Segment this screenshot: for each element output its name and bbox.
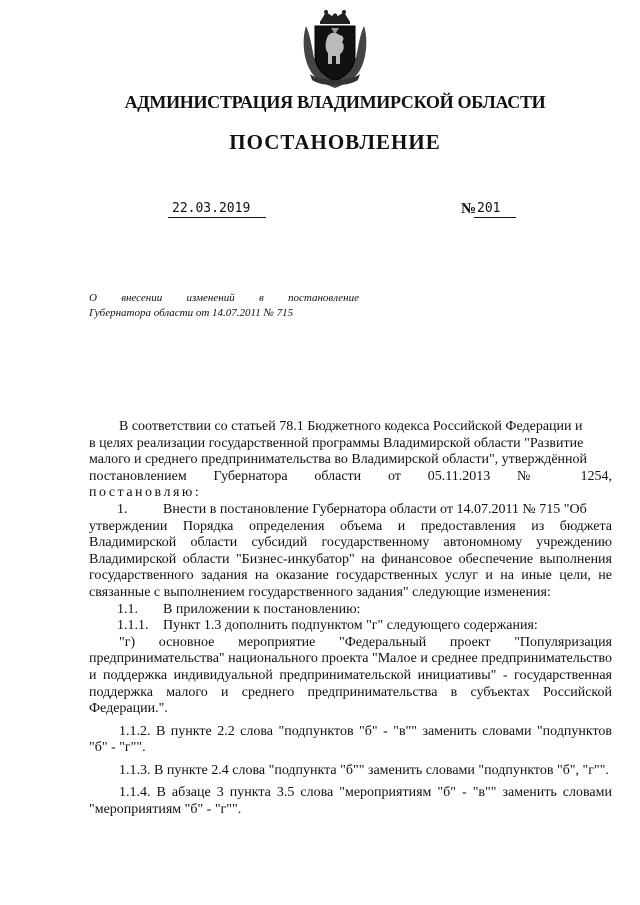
preamble-line: постановлением Губернатора области от 05.11.2013 № 1254, (89, 468, 612, 484)
clause-text: Пункт 1.3 дополнить подпунктом "г" следующего содержания: (163, 618, 538, 634)
subject-line-1 (89, 291, 359, 306)
clause-number: 1.1.1. (117, 618, 149, 634)
clause-number: 1.1. (117, 601, 138, 617)
preamble-line: в целях реализации государственной программы Владимирской области "Развитие (89, 435, 584, 451)
resolve-word: постановляю: (89, 485, 202, 501)
organization-name: АДМИНИСТРАЦИЯ ВЛАДИМИРСКОЙ ОБЛАСТИ (124, 92, 546, 112)
document-body (89, 419, 612, 819)
clause-1-1 (89, 602, 612, 619)
clause-1-text: утверждении Порядка определения объема и предоставления из бюджета Владимирской области субсидий государственному автономному учреждению Владимирской области "Бизнес-инкубатор" на финансовое обеспечение выполнения государственного задания на оказание государственных услуг и на иные цели, не связанные с выполнением государственного задания" следующие изменения: (89, 518, 612, 600)
quoted-subclause: "г) основное мероприятие "Федеральный проект "Популяризация предпринимательства" национального проекта "Малое и среднее предпринимательство и поддержка индивидуальной предпринимательской инициативы" - государственная поддержка малого и среднего предпринимательства в субъектах Российской Федерации.". (89, 634, 612, 717)
clause-1-1-1 (89, 618, 612, 635)
clause-1-first-line (89, 502, 612, 519)
preamble-line: В соответствии со статьей 78.1 Бюджетного кодекса Российской Федерации и (119, 419, 583, 434)
subject-word: в (258, 292, 264, 304)
clause-1-1-2: 1.1.2. В пункте 2.2 слова "подпунктов "б" - "в"" заменить словами "подпунктов "б" - "г"". (89, 723, 612, 756)
subject-word: О (89, 292, 97, 304)
document-type-title: ПОСТАНОВЛЕНИЕ (229, 130, 441, 154)
number-label: № (461, 201, 477, 217)
clause-text: В приложении к постановлению: (163, 601, 361, 617)
document-number: 201 (474, 201, 516, 218)
clause-text: Внести в постановление Губернатора области от 14.07.2011 № 715 "Об (163, 501, 587, 517)
subject-word: внесении (121, 292, 163, 304)
clause-number: 1. (117, 501, 128, 517)
clause-1-1-4: 1.1.4. В абзаце 3 пункта 3.5 слова "мероприятиям "б" - "в"" заменить словами "мероприятиям "б" - "г"". (89, 785, 612, 818)
document-date: 22.03.2019 (168, 201, 266, 218)
subject-word: изменений (186, 292, 235, 304)
subject-line-2: Губернатора области от 14.07.2011 № 715 (89, 307, 294, 319)
preamble-line: малого и среднего предпринимательства во Владимирской области", утверждённой (89, 452, 588, 468)
clause-1-1-3: 1.1.3. В пункте 2.4 слова "подпункта "б"" заменить словами "подпунктов "б", "г"". (119, 762, 609, 778)
document-subject (89, 291, 359, 321)
coat-of-arms-icon (300, 8, 370, 90)
subject-word: постановление (288, 292, 359, 304)
